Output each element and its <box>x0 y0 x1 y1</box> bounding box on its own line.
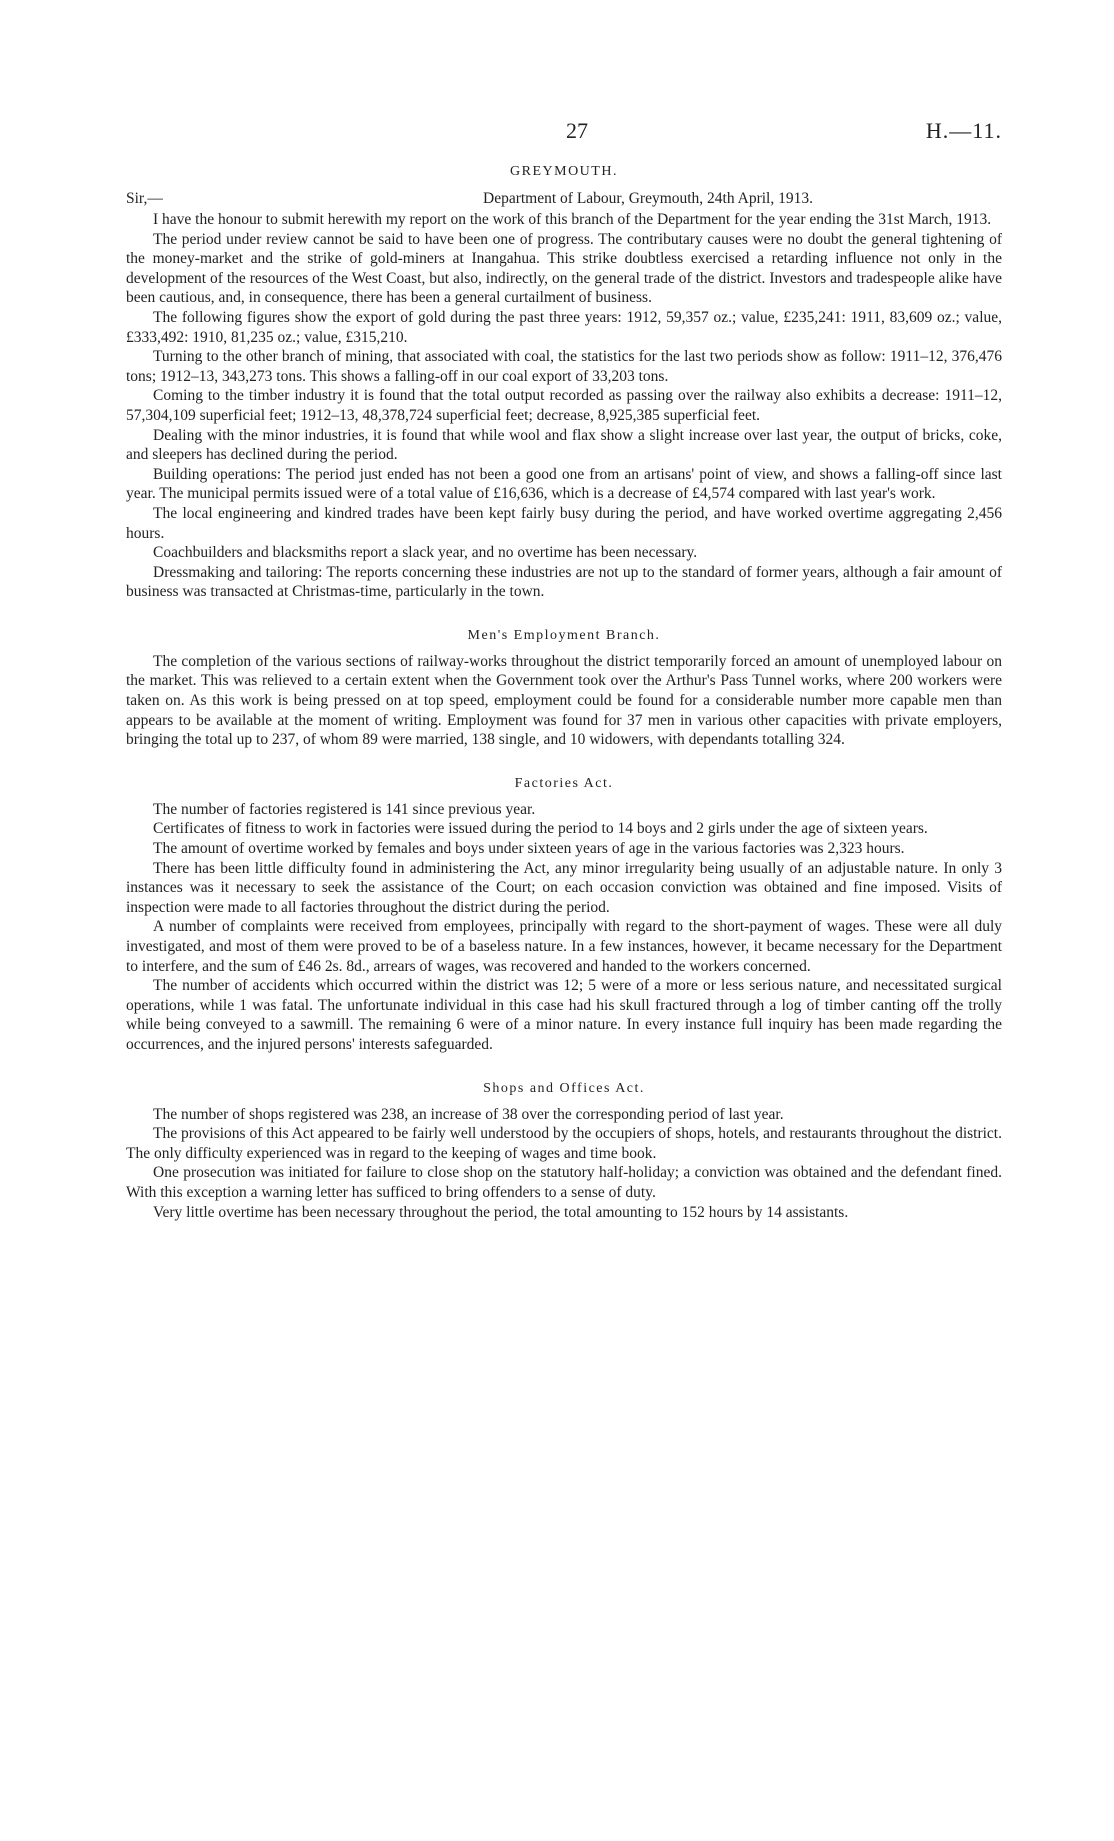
paragraph: The period under review cannot be said to have been one of progress. The contributary causes were no doubt the general tightening of the money-market and the strike of gold-miners at Inangahua. This strike doubtless exercised a retarding influence not only in the development of the resources of the West Coast, but also, indirectly, on the general trade of the district. Investors and tradespeople alike have been cautious, and, in consequence, there has been a general curtailment of business. <box>126 230 1002 307</box>
page-header <box>126 118 1002 158</box>
paragraph: Very little overtime has been necessary throughout the period, the total amounting to 152 hours by 14 assistants. <box>153 1203 849 1221</box>
paragraph: One prosecution was initiated for failure to close shop on the statutory half-holiday; a conviction was obtained and the defendant fined. With this exception a warning letter has sufficed to bring offenders to a sense of duty. <box>126 1164 1002 1201</box>
paragraph: The number of accidents which occurred within the district was 12; 5 were of a more or less serious nature, and necessitated surgical operations, while 1 was fatal. The unfortunate individual in this case had his skull fractured through a log of timber canting off the trolly while being conveyed to a sawmill. The remaining 6 were of a minor nature. In every instance full inquiry has been made regarding the occurrences, and the injured persons' interests safeguarded. <box>126 977 1002 1053</box>
paragraph: Coachbuilders and blacksmiths report a slack year, and no overtime has been necessary. <box>153 544 698 562</box>
section-title-mens-employment: Men's Employment Branch. <box>467 627 661 643</box>
document-page <box>126 118 1002 1222</box>
document-reference: H.—11. <box>925 118 1002 143</box>
salutation: Sir,— <box>126 190 163 207</box>
paragraph: The amount of overtime worked by females and boys under sixteen years of age in the various factories was 2,323 hours. <box>153 840 905 858</box>
paragraph: Turning to the other branch of mining, that associated with coal, the statistics for the last two periods show as follow: 1911–12, 376,476 tons; 1912–13, 343,273 tons. This shows a falling-off in our coal export of 33,203 tons. <box>126 348 1002 385</box>
paragraph: The number of shops registered was 238, an increase of 38 over the corresponding period of last year. <box>153 1105 784 1123</box>
paragraph: The local engineering and kindred trades have been kept fairly busy during the period, and have worked overtime aggregating 2,456 hours. <box>126 504 1002 542</box>
paragraph: I have the honour to submit herewith my report on the work of this branch of the Department for the year ending the 31st March, 1913. <box>153 211 992 228</box>
paragraph: Dealing with the minor industries, it is found that while wool and flax show a slight increase over last year, the output of bricks, coke, and sleepers has declined during the period. <box>126 426 1002 464</box>
salutation-line <box>126 190 1002 210</box>
section-title-greymouth: GREYMOUTH. <box>510 164 618 179</box>
paragraph: Dressmaking and tailoring: The reports concerning these industries are not up to the standard of former years, although a fair amount of business was transacted at Christmas-time, particularly in the town. <box>126 563 1002 601</box>
paragraph: The completion of the various sections of railway-works throughout the district temporarily forced an amount of unemployed labour on the market. This was relieved to a certain extent when the Government took over the Arthur's Pass Tunnel works, where 200 workers were taken on. As this work is being pressed on at top speed, employment could be found for a considerable number more capable men than appears to be available at the moment of writing. Employment was found for 37 men in various other capacities with private employers, bringing the total up to 237, of whom 89 were married, 138 single, and 10 widowers, with dependants totalling 324. <box>126 652 1002 749</box>
section-title-shops-offices-act: Shops and Offices Act. <box>483 1080 645 1096</box>
paragraph: The provisions of this Act appeared to be fairly well understood by the occupiers of shops, hotels, and restaurants throughout the district. The only difficulty experienced was in regard to the keeping of wages and time book. <box>126 1125 1002 1162</box>
paragraph: Building operations: The period just ended has not been a good one from an artisans' point of view, and shows a falling-off since last year. The municipal permits issued were of a total value of £16,636, which is a decrease of £4,574 compared with last year's work. <box>126 465 1002 503</box>
paragraph: The number of factories registered is 141 since previous year. <box>153 800 536 818</box>
paragraph: The following figures show the export of gold during the past three years: 1912, 59,357 oz.; value, £235,241: 1911, 83,609 oz.; value, £333,492: 1910, 81,235 oz.; value, £315,210. <box>126 308 1002 346</box>
paragraph: Certificates of fitness to work in factories were issued during the period to 14 boys and 2 girls under the age of sixteen years. <box>153 820 928 838</box>
page-number: 27 <box>566 118 588 143</box>
section-title-factories-act: Factories Act. <box>514 775 614 791</box>
paragraph: Coming to the timber industry it is found that the total output recorded as passing over the railway also exhibits a decrease: 1911–12, 57,304,109 superficial feet; 1912–13, 48,378,724 superficial feet; decrease, 8,925,385 superficial feet. <box>126 387 1002 424</box>
dateline: Department of Labour, Greymouth, 24th April, 1913. <box>483 190 813 207</box>
paragraph: There has been little difficulty found in administering the Act, any minor irregularity being usually of an adjustable nature. In only 3 instances was it necessary to seek the assistance of the Court; on each occasion conviction was obtained and fine imposed. Visits of inspection were made to all factories throughout the district during the period. <box>126 859 1002 916</box>
paragraph: A number of complaints were received from employees, principally with regard to the short-payment of wages. These were all duly investigated, and most of them were proved to be of a baseless nature. In a few instances, however, it became necessary for the Department to interfere, and the sum of £46 2s. 8d., arrears of wages, was recovered and handed to the workers concerned. <box>126 918 1002 975</box>
